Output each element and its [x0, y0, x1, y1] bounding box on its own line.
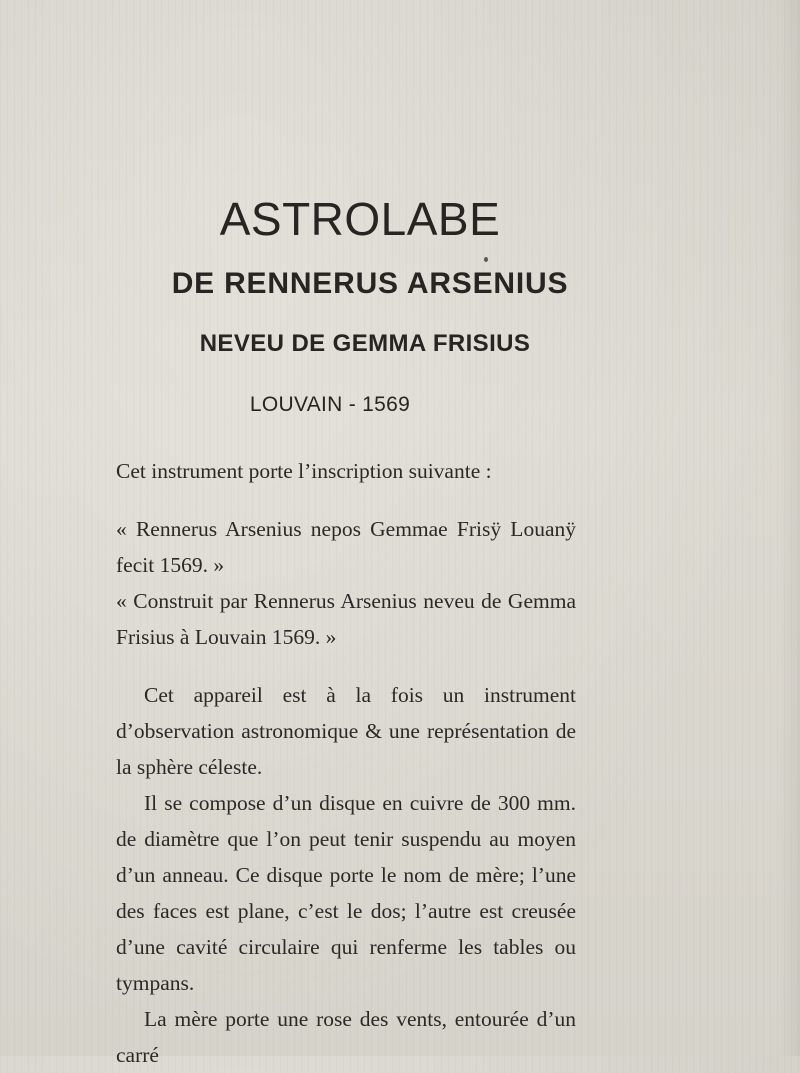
- inscription-french: « Construit par Rennerus Arsenius neveu de Gemma Frisius à Louvain 1569. »: [116, 589, 576, 649]
- body-text: [116, 453, 576, 1073]
- page-subtitle-secondary: NEVEU DE GEMMA FRISIUS: [199, 330, 531, 357]
- page-subtitle: DE RENNERUS ARSENIUS: [171, 267, 569, 300]
- place-and-date: LOUVAIN - 1569: [249, 393, 411, 416]
- intro-paragraph: Cet instrument porte l’inscription suivante :: [116, 459, 492, 483]
- paragraph-disc: Il se compose d’un disque en cuivre de 300 mm. de diamètre que l’on peut tenir suspendu au moyen d’un anneau. Ce disque porte le nom de mère; l’une des faces est plane, c’est le dos; l’autre est creusée d’une cavité circulaire qui renferme les tables ou tympans.: [116, 791, 576, 995]
- paragraph-mother: La mère porte une rose des vents, entourée d’un carré: [116, 1007, 576, 1067]
- ink-speck: [484, 257, 488, 262]
- inscription-latin: « Rennerus Arsenius nepos Gemmae Frisÿ Louanÿ fecit 1569. »: [116, 517, 576, 577]
- paragraph-description: Cet appareil est à la fois un instrument d’observation astronomique & une représentation de la sphère céleste.: [116, 683, 576, 779]
- page-edge-shadow: [778, 0, 800, 1056]
- page-title: ASTROLABE: [219, 193, 501, 245]
